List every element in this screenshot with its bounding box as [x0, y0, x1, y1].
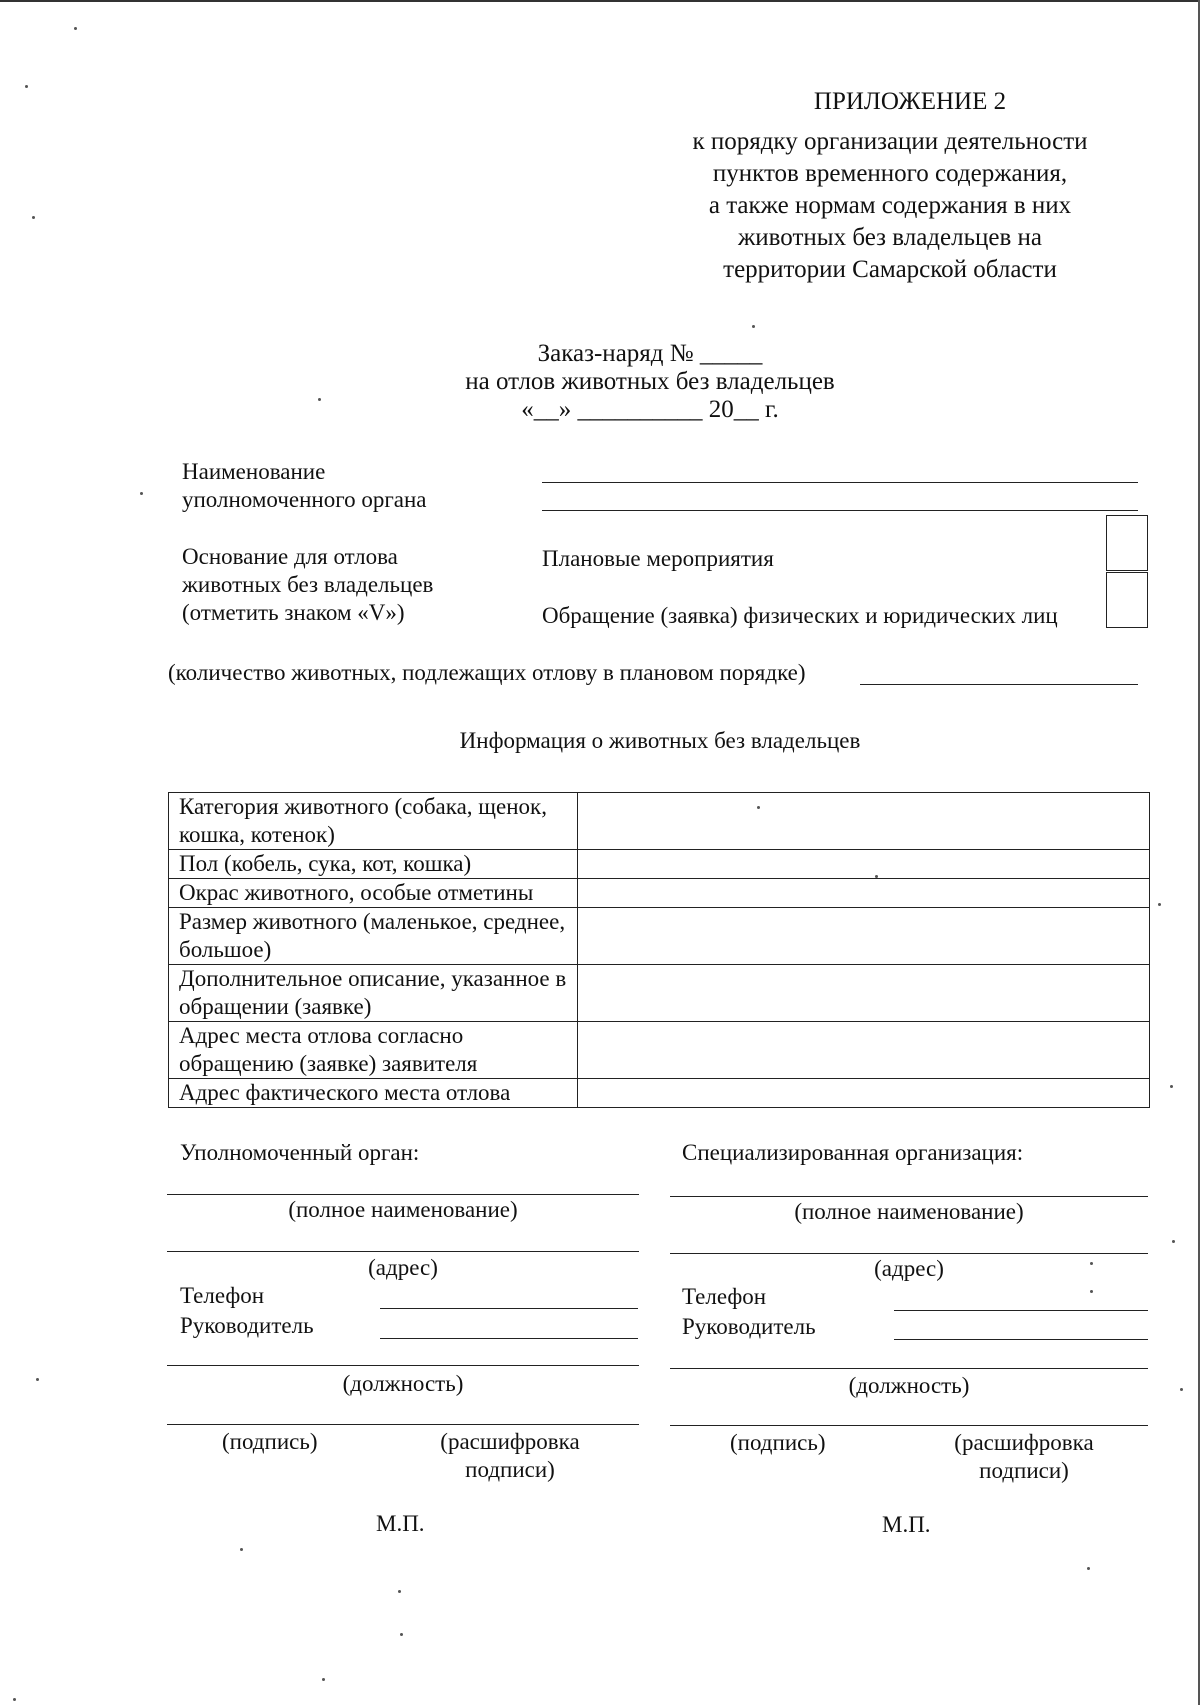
authorized-body-label-line2: уполномоченного органа [182, 487, 427, 512]
right-full-name-caption: (полное наименование) [794, 1199, 1024, 1224]
right-party-title: Специализированная организация: [682, 1140, 1024, 1165]
table-cell-value[interactable] [578, 908, 1150, 965]
table-row [169, 965, 1150, 1022]
left-full-name-caption: (полное наименование) [288, 1197, 518, 1222]
table-cell-value[interactable] [578, 1022, 1150, 1079]
order-number-line: Заказ-наряд № _____ [537, 340, 763, 367]
right-head-field[interactable] [894, 1339, 1148, 1340]
table-cell-label: Дополнительное описание, указанное в обращении (заявке) [169, 965, 578, 1022]
right-full-name-field[interactable] [670, 1196, 1148, 1197]
right-head-label: Руководитель [682, 1314, 816, 1339]
subtitle-line: к порядку организации деятельности [692, 128, 1088, 155]
table-cell-label: Окрас животного, особые отметины [169, 879, 578, 908]
right-signature-field[interactable] [670, 1425, 1148, 1426]
right-position-caption: (должность) [848, 1373, 970, 1398]
left-stamp-place: М.П. [376, 1511, 425, 1536]
table-row [169, 850, 1150, 879]
right-phone-field[interactable] [894, 1310, 1148, 1311]
basis-option-request: Обращение (заявка) физических и юридических лиц [542, 603, 1058, 628]
table-cell-value[interactable] [578, 793, 1150, 850]
right-address-field[interactable] [670, 1253, 1148, 1254]
subtitle-line: а также нормам содержания в них [708, 192, 1072, 219]
table-cell-value[interactable] [578, 879, 1150, 908]
quantity-label: (количество животных, подлежащих отлову в плановом порядке) [168, 660, 806, 685]
right-position-field[interactable] [670, 1368, 1148, 1369]
subtitle-line: животных без владельцев на [738, 224, 1042, 251]
request-checkbox[interactable] [1106, 572, 1148, 628]
table-row [169, 793, 1150, 850]
left-phone-label: Телефон [180, 1283, 265, 1308]
order-subject-line: на отлов животных без владельцев [465, 368, 835, 395]
authorized-body-field-line1[interactable] [542, 482, 1138, 483]
table-row [169, 1079, 1150, 1108]
table-cell-value[interactable] [578, 1079, 1150, 1108]
subtitle-line: пунктов временного содержания, [712, 160, 1068, 187]
right-address-caption: (адрес) [874, 1256, 944, 1281]
right-signature-caption: (подпись) [730, 1430, 826, 1455]
left-head-field[interactable] [380, 1338, 638, 1339]
left-position-field[interactable] [167, 1365, 639, 1366]
table-cell-label: Размер животного (маленькое, среднее, большое) [169, 908, 578, 965]
table-cell-label: Категория животного (собака, щенок, кошка, котенок) [169, 793, 578, 850]
right-phone-label: Телефон [682, 1284, 767, 1309]
basis-label-line2: животных без владельцев [182, 572, 434, 597]
left-decoding-caption-line1: (расшифровка [440, 1429, 580, 1454]
left-signature-caption: (подпись) [222, 1429, 318, 1454]
table-row [169, 908, 1150, 965]
left-phone-field[interactable] [380, 1308, 638, 1309]
quantity-field[interactable] [860, 684, 1138, 685]
table-cell-value[interactable] [578, 965, 1150, 1022]
basis-label-line3: (отметить знаком «V») [182, 600, 405, 625]
left-position-caption: (должность) [342, 1371, 464, 1396]
authorized-body-label-line1: Наименование [182, 459, 326, 484]
basis-label-line1: Основание для отлова [182, 544, 398, 569]
right-decoding-caption-line1: (расшифровка [954, 1430, 1094, 1455]
right-decoding-caption-line2: подписи) [979, 1458, 1069, 1483]
animal-info-title: Информация о животных без владельцев [459, 728, 861, 753]
left-address-field[interactable] [167, 1251, 639, 1252]
table-cell-label: Адрес места отлова согласно обращению (заявке) заявителя [169, 1022, 578, 1079]
table-cell-value[interactable] [578, 850, 1150, 879]
left-head-label: Руководитель [180, 1313, 314, 1338]
left-full-name-field[interactable] [167, 1194, 639, 1195]
right-stamp-place: М.П. [882, 1512, 931, 1537]
appendix-title: ПРИЛОЖЕНИЕ 2 [813, 88, 1007, 115]
planned-checkbox[interactable] [1106, 515, 1148, 571]
order-date-line: «__» __________ 20__ г. [521, 396, 779, 423]
left-party-title: Уполномоченный орган: [180, 1140, 420, 1165]
left-address-caption: (адрес) [368, 1255, 438, 1280]
left-decoding-caption-line2: подписи) [465, 1457, 555, 1482]
order-title [400, 340, 900, 424]
scan-border-top [0, 0, 1200, 2]
table-cell-label: Пол (кобель, сука, кот, кошка) [169, 850, 578, 879]
table-row [169, 879, 1150, 908]
basis-option-planned: Плановые мероприятия [542, 546, 774, 571]
appendix-subtitle [640, 126, 1140, 286]
authorized-body-field-line2[interactable] [542, 510, 1138, 511]
subtitle-line: территории Самарской области [723, 256, 1057, 283]
table-cell-label: Адрес фактического места отлова [169, 1079, 578, 1108]
left-signature-field[interactable] [167, 1424, 639, 1425]
animal-info-table [168, 792, 1150, 1108]
table-row [169, 1022, 1150, 1079]
